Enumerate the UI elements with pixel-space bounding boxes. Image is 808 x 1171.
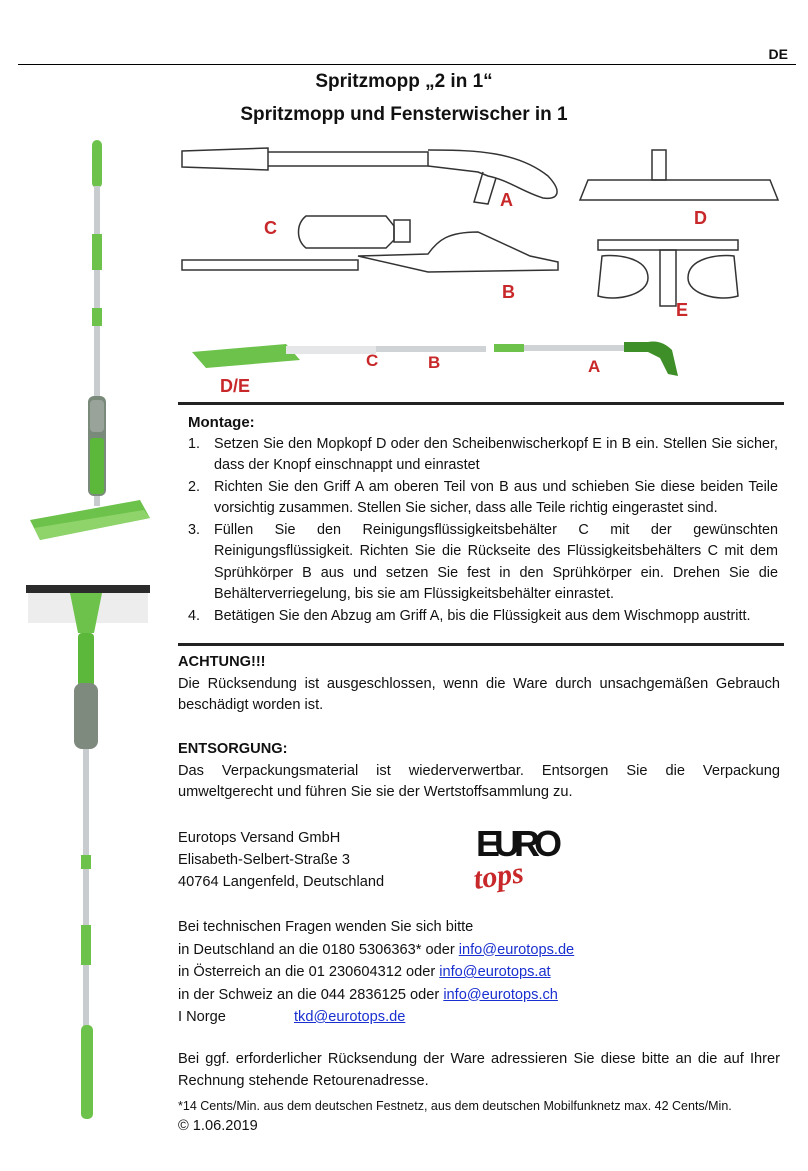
disposal-text: Das Verpackungsmaterial ist wiederverwertbar. Entsorgen Sie die Verpackung umweltgerecht und führen Sie sie der Wertstoffsammlung zu. xyxy=(178,762,780,800)
mop-spray-body xyxy=(90,438,104,494)
montage-heading: Montage: xyxy=(188,414,255,431)
squeegee-blade xyxy=(26,585,150,593)
contact-intro: Bei technischen Fragen wenden Sie sich bitte xyxy=(178,919,474,935)
assembled-tank xyxy=(286,346,376,354)
warning-section xyxy=(178,652,780,717)
step-number: 3. xyxy=(188,521,201,538)
step-text: Richten Sie den Griff A am oberen Teil von B aus und schieben Sie diese beiden Teile vorsichtig zusammen. Stellen Sie sicher, dass alle Teile richtig eingerastet sind. xyxy=(214,478,778,516)
label-a-assembled: A xyxy=(588,357,601,376)
mop-product-photo xyxy=(20,138,170,548)
contact-germany-text: in Deutschland an die 0180 5306363* oder xyxy=(178,941,459,958)
label-e: E xyxy=(676,300,689,320)
return-note: Bei ggf. erforderlicher Rücksendung der Ware adressieren Sie diese bitte an die auf Ihrer Rechnung stehende Retourenadresse. xyxy=(178,1051,780,1089)
section-divider xyxy=(178,643,784,646)
address-block xyxy=(178,827,478,893)
montage-step xyxy=(188,520,778,606)
wiper-pole-clip xyxy=(81,925,91,965)
copyright: © 1.06.2019 xyxy=(178,1118,258,1134)
step-number: 2. xyxy=(188,478,201,495)
language-tag: DE xyxy=(768,46,788,62)
wiper-spray-body xyxy=(78,633,94,687)
wiper-handle-grip xyxy=(81,1025,93,1119)
mop-pole-clip xyxy=(92,308,102,326)
step-text: Betätigen Sie den Abzug am Griff A, bis die Flüssigkeit aus dem Wischmopp austritt. xyxy=(214,607,751,624)
header-divider xyxy=(18,64,796,65)
step-text: Setzen Sie den Mopkopf D oder den Scheibenwischerkopf E in B ein. Stellen Sie sicher, dass der Knopf einschnappt und einrastet xyxy=(214,435,778,473)
mop-pole-clip xyxy=(92,234,102,270)
assembled-clip xyxy=(494,344,524,352)
wiper-e-blade xyxy=(598,240,738,250)
montage-step xyxy=(188,606,778,628)
label-b-assembled: B xyxy=(428,353,441,372)
page-title: Spritzmopp „2 in 1“ xyxy=(315,71,493,92)
section-divider xyxy=(178,402,784,405)
wiper-e-cloth-right xyxy=(688,256,738,298)
step-number: 4. xyxy=(188,607,201,624)
eurotops-logo xyxy=(470,818,570,896)
contact-austria-text: in Österreich an die 01 230604312 oder xyxy=(178,964,440,980)
contact-austria xyxy=(178,961,780,984)
assembled-pole xyxy=(376,346,486,352)
label-a: A xyxy=(500,190,513,210)
page-subtitle: Spritzmopp und Fensterwischer in 1 xyxy=(240,104,568,125)
parts-diagram xyxy=(178,136,798,398)
company-city: 40764 Langenfeld, Deutschland xyxy=(178,874,385,890)
handle-a-shaft xyxy=(268,152,428,166)
contact-switzerland xyxy=(178,984,780,1007)
contact-norway xyxy=(178,1006,780,1029)
wiper-e-cloth-left xyxy=(598,256,648,298)
mop-handle-grip xyxy=(92,140,102,188)
step-number: 1. xyxy=(188,435,201,452)
montage-step xyxy=(188,477,778,520)
contact-block xyxy=(178,916,780,1029)
contact-norway-text: I Norge xyxy=(178,1009,226,1025)
handle-a-tube xyxy=(182,148,268,170)
assembled-handle xyxy=(624,341,678,376)
contact-germany xyxy=(178,939,780,962)
disposal-section xyxy=(178,739,780,804)
tank-c-cap xyxy=(394,220,410,242)
wiper-pole-clip xyxy=(81,855,91,869)
montage-steps xyxy=(188,434,778,628)
label-c-assembled: C xyxy=(366,351,379,370)
email-link-no[interactable]: tkd@eurotops.de xyxy=(294,1009,406,1025)
logo-tops-text: tops xyxy=(471,856,526,896)
wiper-product-photo xyxy=(22,585,172,1125)
wiper-head-mount xyxy=(70,593,102,633)
wiper-tank xyxy=(74,683,98,749)
email-link-ch[interactable]: info@eurotops.ch xyxy=(443,986,558,1003)
mop-tank-window xyxy=(90,400,104,432)
label-b: B xyxy=(502,282,515,302)
email-link-at[interactable]: info@eurotops.at xyxy=(439,964,551,980)
warning-heading: ACHTUNG!!! xyxy=(178,654,266,670)
label-c: C xyxy=(264,218,277,238)
company-name: Eurotops Versand GmbH xyxy=(178,830,341,846)
wiper-e-neck xyxy=(660,250,676,306)
montage-step xyxy=(188,434,778,477)
montage-section xyxy=(188,412,778,627)
email-link-de[interactable]: info@eurotops.de xyxy=(458,941,575,958)
mop-head-d xyxy=(580,180,778,200)
label-d: D xyxy=(694,208,707,228)
label-d-e: D/E xyxy=(220,376,251,396)
spray-body-b-housing xyxy=(358,232,558,272)
assembled-pole-upper xyxy=(524,345,624,351)
spray-body-b-tube xyxy=(182,260,358,270)
contact-switzerland-text: in der Schweiz an die 044 2836125 oder xyxy=(178,986,444,1003)
footnote: *14 Cents/Min. aus dem deutschen Festnetz, aus dem deutschen Mobilfunknetz max. 42 Cents/Min. xyxy=(178,1099,732,1113)
tank-c xyxy=(299,216,395,248)
disposal-heading: ENTSORGUNG: xyxy=(178,741,288,757)
step-text: Füllen Sie den Reinigungsflüssigkeitsbehälter C mit der gewünschten Reinigungsflüssigkeit. Richten Sie die Rückseite des Flüssigkeitsbehälters C mit dem Sprühkörper B aus und setzen Sie fest in den Sprühkörper ein. Drehen Sie die Behälterverriegelung, bis sie am Flüssigkeitsbehälter einrastet. xyxy=(214,521,778,602)
mop-head-d-joint xyxy=(652,150,666,180)
assembled-mop-head xyxy=(192,344,300,368)
warning-text: Die Rücksendung ist ausgeschlossen, wenn die Ware durch unsachgemäßen Gebrauch beschädigt worden ist. xyxy=(178,675,780,713)
logo-euro-text: EURO xyxy=(476,823,562,864)
company-street: Elisabeth-Selbert-Straße 3 xyxy=(178,852,350,868)
